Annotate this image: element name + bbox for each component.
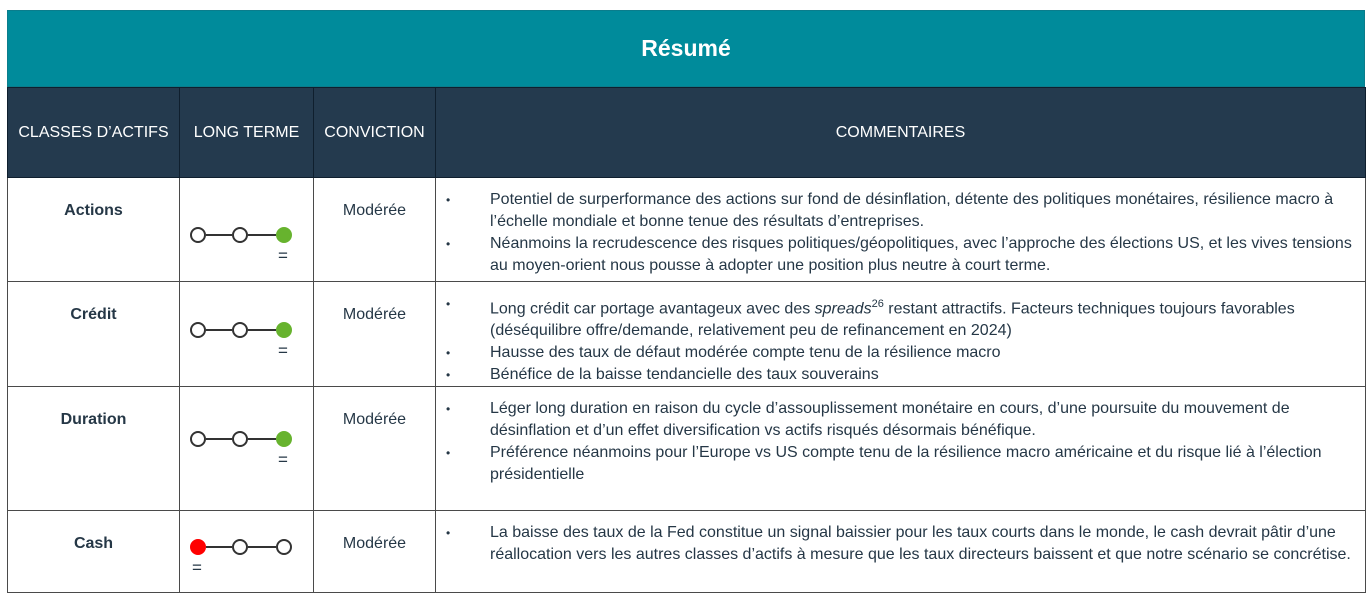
comment-item [444,342,1357,364]
scale-connector [206,329,232,331]
bullet-icon: • [446,402,451,417]
asset-class: Cash [8,511,180,593]
table-row [8,282,1366,387]
comment-text: Potentiel de surperformance des actions sur fond de désinflation, détente des politiques monétaires, résilience macro à l’échelle mondiale et bonne tenue des résultats d’entreprises. [490,191,1334,230]
header-long-terme: LONG TERME [180,88,314,178]
table-row [8,511,1366,593]
comment-text: Hausse des taux de défaut modérée compte tenu de la résilience macro [490,344,1001,362]
scale-dot [232,539,248,555]
scale-dot [232,322,248,338]
summary-panel [7,10,1365,593]
asset-class: Crédit [8,282,180,387]
comments-cell [436,282,1366,387]
scale-connector [248,329,276,331]
comment-text-pre: Long crédit car portage avantageux avec des [490,300,815,318]
comment-text-post: restant attractifs. Facteurs techniques toujours favorables (déséquilibre offre/demande, relativement peu de refinancement en 2024) [490,300,1295,340]
comment-text: Léger long duration en raison du cycle d’assouplissement monétaire en cours, d’une poursuite du mouvement de désinflation et d’un effet diversification vs actifs risqués désormais bénéfique. [490,400,1290,440]
scale-connector [248,438,276,440]
comment-list [436,282,1365,386]
scale-dot [232,431,248,447]
scale-dot-selected [276,431,292,447]
comment-text: La baisse des taux de la Fed constitue un signal baissier pour les taux courts dans le monde, le cash devrait pâtir d’une réallocation vers les autres classes d’actifs à mesure que les taux directeurs baissent et que notre scénario se concrétise. [490,524,1351,564]
asset-class: Duration [8,387,180,511]
bullet-icon: • [446,193,451,207]
bullet-icon: • [446,237,451,251]
scale-connector [206,234,232,236]
conviction-value: Modérée [314,511,436,593]
header-row [8,88,1366,178]
comment-text: Bénéfice de la baisse tendancielle des taux souverains [490,366,879,384]
comment-item [444,522,1357,566]
scale-dot [190,322,206,338]
asset-class: Actions [8,178,180,282]
conviction-value: Modérée [314,387,436,511]
comment-list [436,511,1365,566]
long-term-cell [180,387,314,511]
scale-dot-selected [190,539,206,555]
bullet-icon: • [446,297,451,311]
comment-item [444,442,1357,486]
comment-list [436,387,1365,486]
comment-item [444,189,1357,233]
long-term-cell [180,282,314,387]
comment-text-em: spreads [814,300,872,318]
comment-item [444,364,1357,386]
change-indicator: = [192,558,202,578]
change-indicator: = [278,341,288,360]
scale-dot-selected [276,227,292,243]
header-commentaires: COMMENTAIRES [436,88,1366,178]
comments-cell [436,387,1366,511]
scale-dot [232,227,248,243]
conviction-value: Modérée [314,282,436,387]
comment-item [444,233,1357,277]
comment-text: Préférence néanmoins pour l’Europe vs US compte tenu de la résilience macro américaine et du risque lié à l’élection présidentielle [490,444,1322,484]
change-indicator: = [278,450,288,470]
bullet-icon: • [446,526,451,541]
change-indicator: = [278,246,288,265]
scale-connector [206,546,232,548]
header-classes: CLASSES D’ACTIFS [8,88,180,178]
allocation-table [7,87,1366,593]
scale-dot-selected [276,322,292,338]
comments-cell [436,511,1366,593]
table-row [8,178,1366,282]
scale-dot [190,431,206,447]
header-conviction: CONVICTION [314,88,436,178]
comment-text-sup: 26 [871,298,884,310]
comment-item [444,293,1357,342]
scale-connector [206,438,232,440]
bullet-icon: • [446,346,451,361]
scale-connector [248,234,276,236]
comment-text: Néanmoins la recrudescence des risques politiques/géopolitiques, avec l’approche des élections US, et les vives tensions au moyen-orient nous pousse à adopter une position plus neutre à court terme. [490,235,1352,274]
summary-title: Résumé [7,10,1365,87]
scale-dot [190,227,206,243]
conviction-value: Modérée [314,178,436,282]
scale-dot [276,539,292,555]
comment-list [436,178,1365,277]
scale-connector [248,546,276,548]
bullet-icon: • [446,446,451,461]
long-term-cell [180,178,314,282]
bullet-icon: • [446,368,451,383]
table-row [8,387,1366,511]
comment-item [444,398,1357,442]
comments-cell [436,178,1366,282]
long-term-cell [180,511,314,593]
